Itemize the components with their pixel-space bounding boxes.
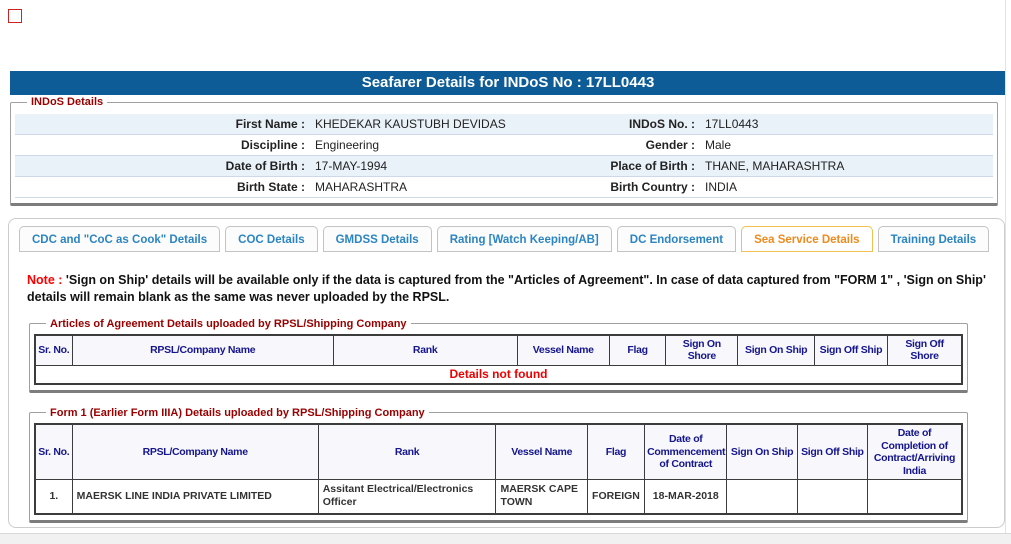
tab-training-details[interactable]: Training Details: [878, 226, 990, 252]
tab-rating-watch-keeping[interactable]: Rating [Watch Keeping/AB]: [437, 226, 612, 252]
tab-coc-details[interactable]: COC Details: [225, 226, 317, 252]
indos-no-label: INDoS No. :: [629, 117, 695, 131]
cell-company: MAERSK LINE INDIA PRIVATE LIMITED: [72, 480, 318, 514]
col-rank: Rank: [318, 424, 496, 480]
window-right-edge: [1005, 0, 1006, 533]
place-of-birth-value: THANE, MAHARASHTRA: [705, 159, 845, 173]
discipline-value: Engineering: [315, 138, 380, 152]
articles-header-row: [35, 335, 962, 366]
dob-value: 17-MAY-1994: [315, 159, 388, 173]
place-of-birth-label: Place of Birth :: [610, 159, 695, 173]
sign-on-ship-note: [27, 272, 988, 306]
col-date-completion: Date of Completion of Contract/Arriving India: [868, 424, 962, 480]
page-title: Seafarer Details for INDoS No : 17LL0443: [10, 71, 1006, 95]
col-rpsl-company: RPSL/Company Name: [72, 335, 333, 366]
details-not-found-message: Details not found: [35, 365, 962, 384]
details-panel: [8, 218, 1005, 528]
tab-dc-endorsement[interactable]: DC Endorsement: [617, 226, 736, 252]
first-name-value: KHEDEKAR KAUSTUBH DEVIDAS: [315, 117, 506, 131]
discipline-label: Discipline :: [240, 138, 305, 152]
tab-sea-service-details[interactable]: Sea Service Details: [741, 226, 873, 252]
col-sign-on-shore: Sign On Shore: [666, 335, 738, 366]
col-sign-off-ship: Sign Off Ship: [814, 335, 887, 366]
col-sr-no: Sr. No.: [35, 424, 72, 480]
cell-sign-off-ship: [797, 480, 867, 514]
tab-cdc-coc-as-cook[interactable]: CDC and "CoC as Cook" Details: [19, 226, 220, 252]
birth-state-value: MAHARASHTRA: [315, 180, 408, 194]
cell-flag: FOREIGN: [587, 480, 644, 514]
form1-table: [34, 423, 963, 515]
cell-sr-no: 1.: [35, 480, 72, 514]
cell-rank: Assitant Electrical/Electronics Officer: [318, 480, 496, 514]
form1-data-row: [35, 480, 962, 514]
bottom-bar: [0, 533, 1011, 544]
note-text: 'Sign on Ship' details will be available only if the data is captured from the "Articles of Agreement". In case of data captured from "FORM 1" , 'Sign on Ship' details will remain blank as the same was never uploaded by the RPSL.: [27, 273, 986, 304]
form1-legend: Form 1 (Earlier Form IIIA) Details uploaded by RPSL/Shipping Company: [50, 406, 425, 419]
col-vessel-name: Vessel Name: [517, 335, 609, 366]
col-rpsl-company: RPSL/Company Name: [72, 424, 318, 480]
indos-details-rows: [15, 114, 993, 198]
gender-label: Gender :: [645, 138, 695, 152]
birth-country-value: INDIA: [705, 180, 738, 194]
tab-bar: [19, 226, 1004, 252]
info-row-name-indos: [15, 114, 993, 135]
info-row-discipline-gender: [15, 135, 993, 156]
cell-date-completion: [868, 480, 962, 514]
articles-of-agreement-section: [29, 318, 968, 393]
col-sign-on-ship: Sign On Ship: [727, 424, 797, 480]
col-date-commencement: Date of Commencement of Contract: [645, 424, 727, 480]
birth-country-label: Birth Country :: [610, 180, 695, 194]
broken-image-icon: [8, 9, 22, 23]
info-row-birth: [15, 156, 993, 177]
col-sr-no: Sr. No.: [35, 335, 72, 366]
articles-empty-row: [35, 365, 962, 384]
cell-vessel: MAERSK CAPE TOWN: [496, 480, 587, 514]
dob-label: Date of Birth :: [225, 159, 305, 173]
articles-of-agreement-table: [34, 334, 963, 385]
first-name-label: First Name :: [235, 117, 305, 131]
col-vessel-name: Vessel Name: [496, 424, 587, 480]
form1-section: [29, 407, 968, 523]
indos-details-section: [10, 96, 998, 206]
col-rank: Rank: [333, 335, 517, 366]
info-row-birth-state-country: [15, 177, 993, 198]
birth-state-label: Birth State :: [236, 180, 305, 194]
col-flag: Flag: [609, 335, 665, 366]
tab-gmdss-details[interactable]: GMDSS Details: [323, 226, 432, 252]
indos-details-legend: INDoS Details: [31, 96, 104, 108]
note-label: Note :: [27, 273, 63, 287]
indos-no-value: 17LL0443: [705, 117, 759, 131]
col-flag: Flag: [587, 424, 644, 480]
col-sign-off-ship: Sign Off Ship: [797, 424, 867, 480]
cell-sign-on-ship: [727, 480, 797, 514]
form1-header-row: [35, 424, 962, 480]
col-sign-off-shore: Sign Off Shore: [888, 335, 962, 366]
col-sign-on-ship: Sign On Ship: [738, 335, 814, 366]
articles-of-agreement-legend: Articles of Agreement Details uploaded by RPSL/Shipping Company: [50, 317, 407, 330]
gender-value: Male: [705, 138, 732, 152]
cell-date-commencement: 18-MAR-2018: [645, 480, 727, 514]
